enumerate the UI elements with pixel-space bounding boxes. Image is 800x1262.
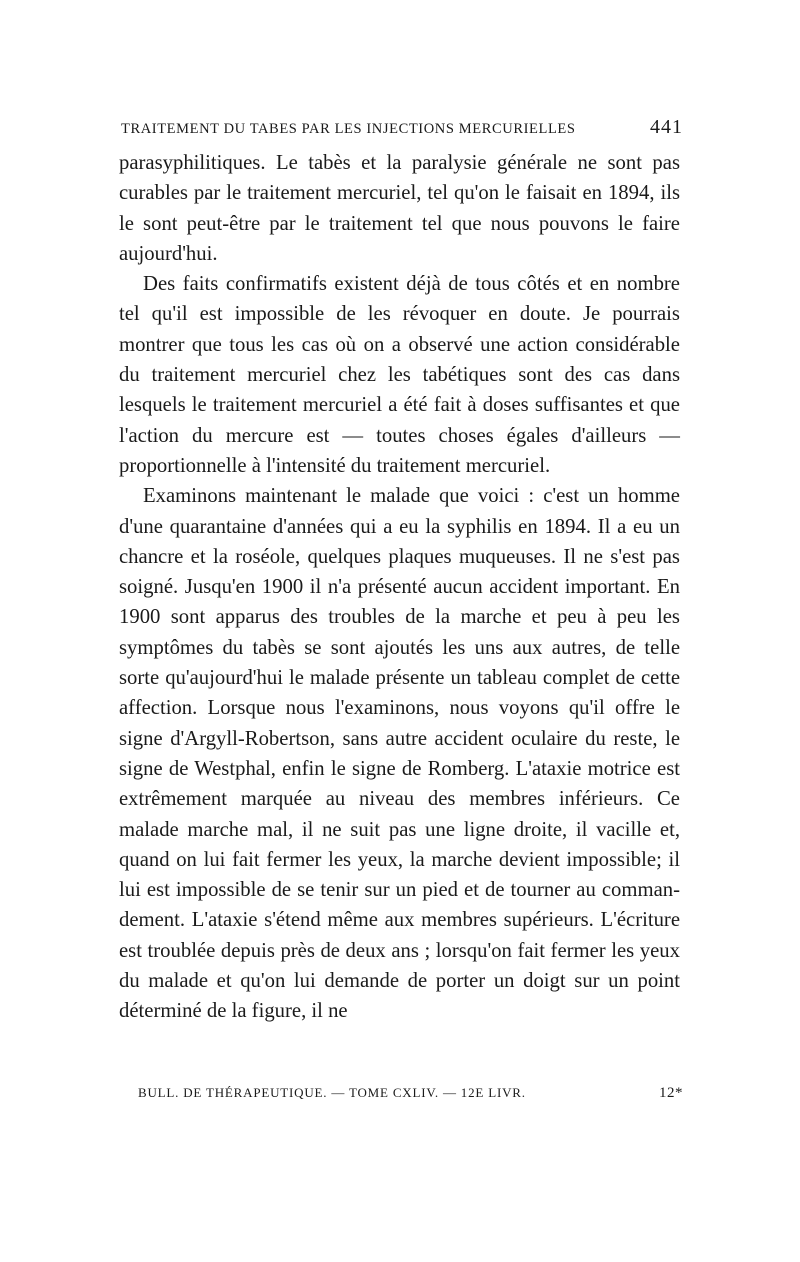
paragraph: Examinons maintenant le malade que voici : c'est un homme d'une quarantaine d'années qui a eu la syphilis en 1894. Il a eu un chancre et la roséole, quelques plaques muqueuses. Il ne s'est pas soigné. Jusqu'en 1900 il n'a présenté aucun accident important. En 1900 sont apparus des troubles de la marche et peu à peu les symptômes du tabès se sont ajoutés les uns aux autres, de telle sorte qu'aujourd'hui le malade présente un tableau complet de cette affection. Lorsque nous l'examinons, nous voyons qu'il offre le signe d'Argyll-Robertson, sans autre accident oculaire du reste, le signe de Westphal, enfin le signe de Romberg. L'ataxie motrice est extrêmement marquée au niveau des membres inférieurs. Ce malade marche mal, il ne suit pas une ligne droite, il vacille et, quand on lui fait fermer les yeux, la marche devient impossible; il lui est impossible de se tenir sur un pied et de tourner au commandement. L'ataxie s'étend même aux membres supérieurs. L'écriture est troublée depuis près de deux ans ; lorsqu'on fait fermer les yeux du malade et qu'on lui demande de porter un doigt sur un point déterminé de la figure, il ne — [119, 485, 680, 1023]
paragraph-continuation: parasyphilitiques. Le tabès et la paralysie générale ne sont pas curables par le traitement mercuriel, tel qu'on le faisait en 1894, ils le sont peut-être par le traitement tel que nous pouvons le faire aujourd'hui. — [119, 152, 680, 265]
running-title: TRAITEMENT DU TABES PAR LES INJECTIONS MERCURIELLES — [121, 121, 576, 137]
journal-imprint: BULL. DE THÉRAPEUTIQUE. — TOME CXLIV. — 12E LIVR. — [138, 1085, 526, 1100]
signature-mark: 12* — [659, 1085, 683, 1101]
page-footer — [138, 1085, 683, 1102]
body-text — [119, 148, 680, 1027]
paragraph: Des faits confirmatifs existent déjà de tous côtés et en nombre tel qu'il est impossible de les révoquer en doute. Je pourrais montrer que tous les cas où on a observé une action considérable du traitement mercuriel chez les tabétiques sont des cas dans lesquels le traitement mercuriel a été fait à doses suffisantes et que l'action du mercure est — toutes choses égales d'ailleurs — proportionnelle à l'intensité du traitement mercuriel. — [119, 273, 680, 477]
page-number: 441 — [650, 116, 683, 138]
running-header — [121, 116, 683, 139]
